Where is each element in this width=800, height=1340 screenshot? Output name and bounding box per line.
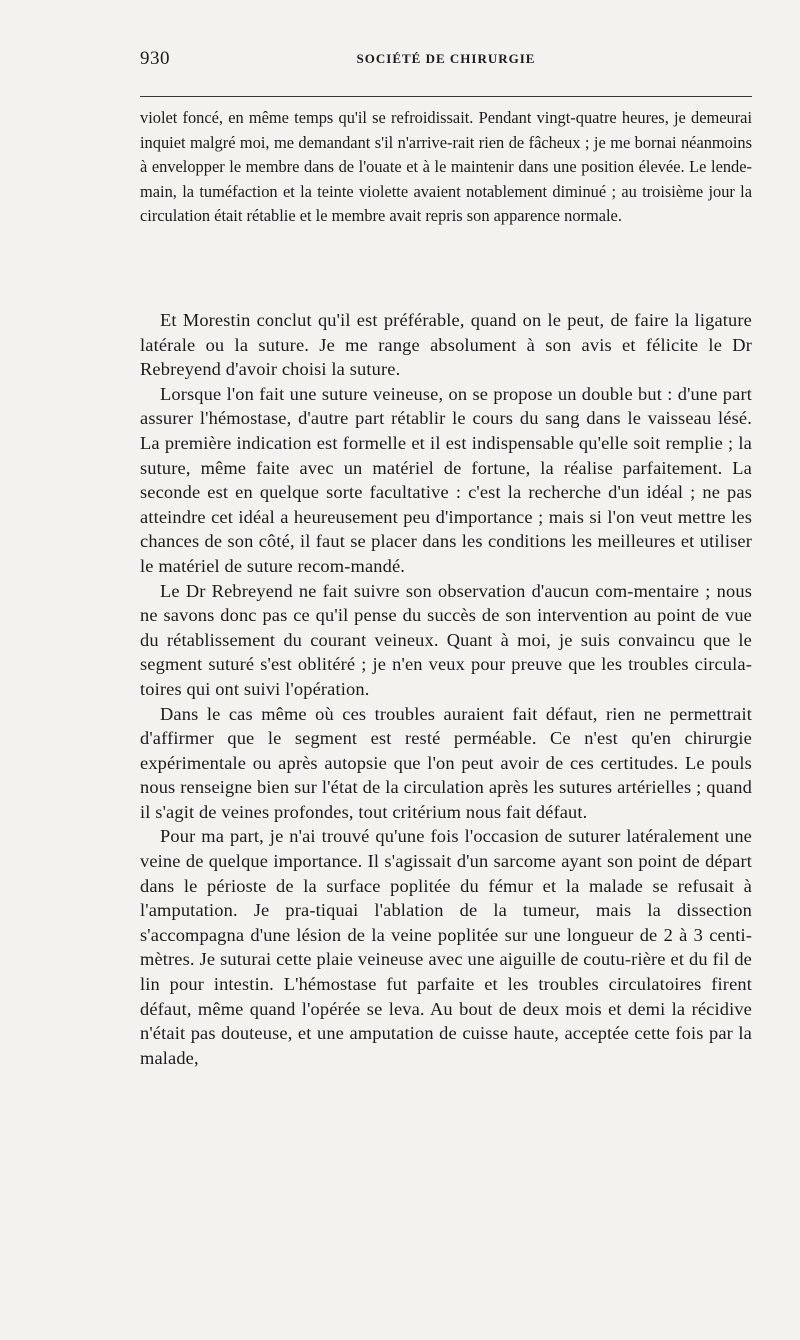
paragraph: Dans le cas même où ces troubles auraient fait défaut, rien ne permettrait d'affirmer que le segment est resté perméable. Ce n'est qu'en chirurgie expérimentale ou après autopsie que l'on peut avoir de ces certitudes. Le pouls nous renseigne bien sur l'état de la circulation après les sutures artérielles ; quand il s'agit de veines profondes, tout critérium nous fait défaut. — [140, 703, 752, 822]
quote-text: violet foncé, en même temps qu'il se refroidissait. Pendant vingt-quatre heures, je demeurai inquiet malgré moi, me demandant s'il n'arrive-rait rien de fâcheux ; je me bornai néanmoins à envelopper le membre dans de l'ouate et à le maintenir dans une position élevée. Le lende-main, la tuméfaction et la teinte violette avaient notablement diminué ; au troisième jour la circulation était rétablie et le membre avait repris son apparence normale. — [140, 108, 752, 226]
page-header — [140, 48, 752, 76]
body-text — [140, 308, 752, 1070]
paragraph: Le Dr Rebreyend ne fait suivre son observation d'aucun com-mentaire ; nous ne savons donc pas ce qu'il pense du succès de son intervention au point de vue du rétablissement du courant veineux. Quant à moi, je suis convaincu que le segment suturé s'est oblitéré ; je n'en veux pour preuve que les troubles circula-toires qui ont suivi l'opération. — [140, 580, 752, 699]
page-number: 930 — [140, 48, 170, 69]
quoted-passage — [140, 106, 752, 229]
running-title: SOCIÉTÉ DE CHIRURGIE — [356, 51, 536, 66]
header-rule — [140, 96, 752, 97]
paragraph: Pour ma part, je n'ai trouvé qu'une fois l'occasion de suturer latéralement une veine de quelque importance. Il s'agissait d'un sarcome ayant son point de départ dans le périoste de la surface poplitée du fémur et la malade se refusait à l'amputation. Je pra-tiquai l'ablation de la tumeur, mais la dissection s'accompagna d'une lésion de la veine poplitée sur une longueur de 2 à 3 centi-mètres. Je suturai cette plaie veineuse avec une aiguille de coutu-rière et du fil de lin pour intestin. L'hémostase fut parfaite et les troubles circulatoires firent défaut, même quand l'opérée se leva. Au bout de deux mois et demi la récidive n'était pas douteuse, et une amputation de cuisse haute, acceptée cette fois par la malade, — [140, 826, 752, 1068]
paragraph: Lorsque l'on fait une suture veineuse, on se propose un double but : d'une part assurer l'hémostase, d'autre part rétablir le cours du sang dans le vaisseau lésé. La première indication est formelle et il est indispensable qu'elle soit remplie ; la suture, même faite avec un matériel de fortune, la réalise parfaitement. La seconde est en quelque sorte facultative : c'est la recherche d'un idéal ; ne pas atteindre cet idéal a heureusement peu d'importance ; mais si l'on veut mettre les chances de son côté, il faut se placer dans les conditions les meilleures et utiliser le matériel de suture recom-mandé. — [140, 383, 752, 576]
paragraph: Et Morestin conclut qu'il est préférable, quand on le peut, de faire la ligature latérale ou la suture. Je me range absolument à son avis et félicite le Dr Rebreyend d'avoir choisi la suture. — [140, 310, 752, 380]
